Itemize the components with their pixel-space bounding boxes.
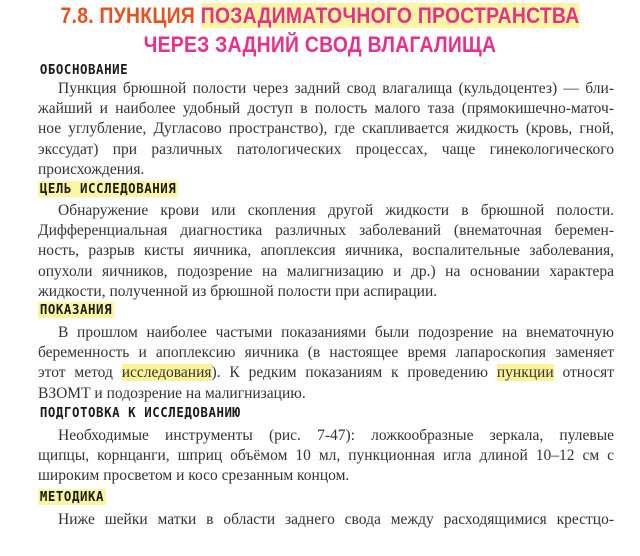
text-line: беременность и апоплексию яичника (в настоящее время лапароскопия заменяет (38, 344, 614, 362)
text-line: Обнаружение крови или скопления другой жидкости в брюшной полости. (58, 202, 614, 219)
text-line: ное углубление, Дугласово пространство), где скапливается жидкость (кровь, гной, (38, 120, 614, 138)
page-title-line2 (38, 32, 601, 58)
text-line: ность, разрыв кисты яичника, апоплексия яичника, воспалительные заболевания, (38, 242, 614, 260)
text-line-with-highlights (38, 363, 614, 383)
text-line: экссудат) при различных патологических процессах, чаще гинекологического (38, 140, 614, 158)
section-heading-rationale: ОБОСНОВАНИЕ (39, 62, 129, 78)
text-line: опухоли яичников, подозрение на малигнизацию и др.) на основании характера (38, 262, 614, 280)
text-line: Необходимые инструменты (рис. 7-47): ложкообразные зеркала, пулевые (58, 427, 614, 444)
text-line: жидкости, полученной из брюшной полости при аспирации. (38, 282, 438, 300)
title-number: 7.8. ПУНКЦИЯ (60, 3, 196, 28)
text-fragment: этот метод (38, 364, 113, 382)
highlighted-word: исследования (121, 364, 212, 382)
section-heading-preparation: ПОДГОТОВКА К ИССЛЕДОВАНИЮ (39, 405, 241, 421)
text-line: Дифференциальная диагностика различных заболеваний (внематочная беремен- (38, 222, 614, 240)
section-heading-indications: ПОКАЗАНИЯ (39, 302, 113, 318)
title-line2-text: ЧЕРЕЗ ЗАДНИЙ СВОД ВЛАГАЛИЩА (143, 32, 497, 57)
text-line: В прошлом наиболее частыми показаниями были подозрение на внематочную (58, 324, 614, 341)
page-cutoff (0, 545, 640, 556)
section-body-preparation (38, 426, 614, 487)
text-line: ВЗОМТ и подозрение на малигнизацию. (38, 384, 306, 402)
text-line: Ниже шейки матки в области заднего свода между расходящимися крестцо- (58, 511, 614, 528)
section-body-rationale (38, 79, 614, 180)
text-line: происхождения. (38, 160, 145, 178)
highlighted-word: пункции (496, 364, 554, 382)
text-line: щипцы, корнцанги, шприц объёмом 10 мл, пункционная игла длиной 10–12 см с (38, 447, 614, 465)
text-fragment: относят (562, 364, 615, 382)
section-body-goal (38, 201, 614, 302)
section-body-method (38, 510, 614, 530)
section-heading-goal: ЦЕЛЬ ИССЛЕДОВАНИЯ (39, 181, 177, 197)
text-fragment: ). К редким показаниям к проведению (211, 364, 488, 382)
title-highlight: ПОЗАДИМАТОЧНОГО ПРОСТРАНСТВА (200, 3, 580, 28)
section-heading-method: МЕТОДИКА (39, 489, 105, 505)
section-body-indications (38, 323, 614, 404)
text-line: Пункция брюшной полости через задний свод влагалища (кульдоцентез) — бли- (58, 80, 614, 97)
text-line: широким просветом и косо срезанным концом. (38, 467, 350, 485)
text-line: жайший и наиболее удобный доступ в полость малого таза (прямокишечно-маточ- (38, 100, 614, 118)
page-title-line1 (38, 3, 601, 29)
